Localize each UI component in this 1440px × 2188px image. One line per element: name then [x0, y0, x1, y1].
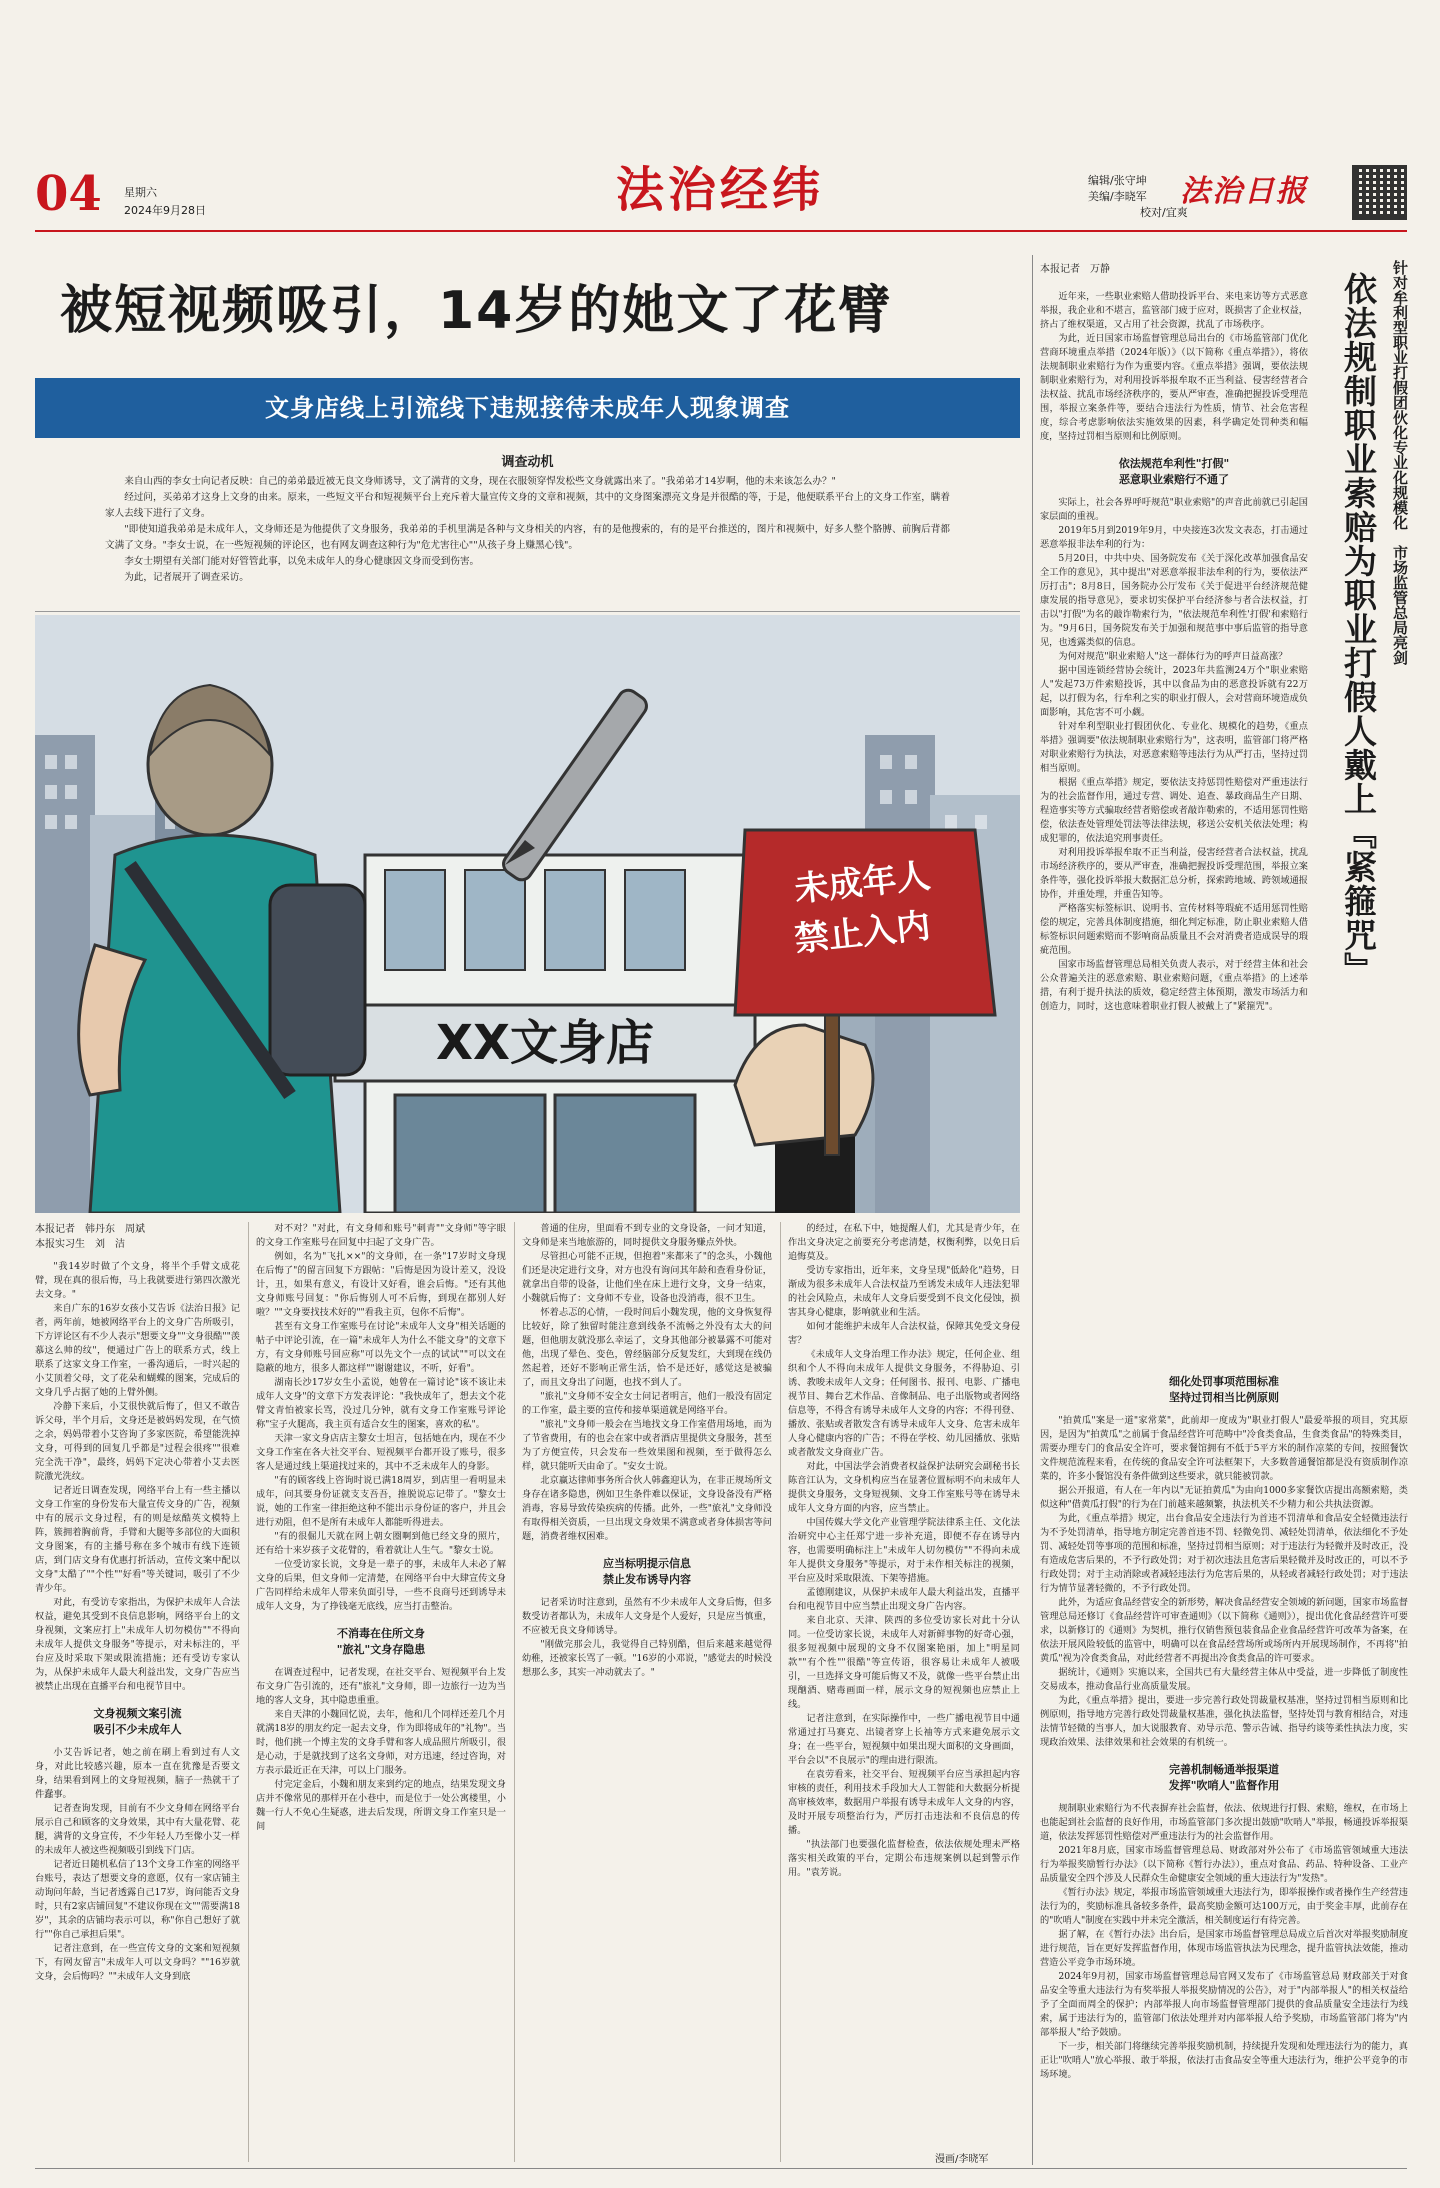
article-paragraph: 近年来，一些职业索赔人借助投诉平台、来电来访等方式恶意举报，我企业和不堪言，监管部门疲于应对，既损害了企业权益，挤占了维权渠道，又占用了社会资源，扰乱了市场秩序。	[1040, 291, 1308, 330]
box-body	[35, 474, 1020, 586]
sidebar-headline: 依法规制职业索赔为职业打假人戴上『紧箍咒』	[1339, 272, 1378, 986]
byline-line: 本报实习生 刘 洁	[35, 1239, 125, 1250]
article-paragraph: 对利用投诉举报牟取不正当利益，侵害经营者合法权益，扰乱市场经济秩序的，要从严审查，准确把握投诉受理范围，举报立案条件等，强化投诉举报大数据汇总分析，探索跨地域、跨领域通报协作，并重处理，并重告知等。	[1040, 847, 1308, 900]
article-paragraph: 冷静下来后，小艾很快就后悔了，但又不敢告诉父母，半个月后，文身还是被妈妈发现，在气愤之余，妈妈带着小艾咨询了多家医院，希望能洗掉文身，可得到的回复几乎都是"过程会很疼""很难完全洗干净"，最终，妈妈下定决心带着小艾去医院激光洗纹。	[35, 1401, 240, 1482]
editor-credit: 编辑/张守坤	[1088, 174, 1147, 187]
section-heading-line: 应当标明提示信息	[603, 1557, 691, 1570]
box-paragraph: 来自山西的李女士向记者反映：自己的弟弟最近被无良文身师诱导，文了满背的文身，现在衣服领穿悍发松些文身就露出来了。"我弟弟才14岁啊，他的未来该怎么办？"	[124, 476, 836, 487]
placard-line-2: 禁止入内	[792, 906, 933, 960]
section-heading	[256, 1626, 506, 1658]
sidebar-top-text	[1040, 290, 1308, 1360]
weekday: 星期六	[124, 186, 157, 199]
article-paragraph: 《暂行办法》规定，举报市场监管领域重大违法行为，即举报操作或者操作生产经营违法行为的，奖励标准具备较多条件，最高奖励金额可达100万元，由于奖金丰厚，此前存在的"吹哨人"制度在实践中并未完全激活，相关制度运行有待完善。	[1040, 1887, 1408, 1926]
section-heading-line: 不消毒在住所文身	[337, 1627, 425, 1640]
article-paragraph: 在调查过程中，记者发现，在社交平台、短视频平台上发布文身广告引流的，还有"旅礼"文身师，即一边旅行一边为当地的客人文身，其中隐患重重。	[256, 1667, 506, 1706]
subheadline: 文身店线上引流线下违规接待未成年人现象调查	[265, 394, 790, 422]
article-paragraph: 根据《重点举措》规定，要依法支持惩罚性赔偿对严重违法行为的社会监督作用，通过专营、调处、追查、暴政商品生产日期、程造事实等方式骗取经营者赔偿或者敲诈勒索的，不适用惩罚性赔偿，依法查处管理处罚法等法律法规，移送公安机关依法处理；构成犯罪的，依法追究刑事责任。	[1040, 777, 1308, 844]
box-title: 调查动机	[501, 455, 554, 470]
article-paragraph: 实际上，社会各界呼吁规范"职业索赔"的声音此前就已引起国家层面的重视。	[1040, 497, 1308, 522]
article-paragraph: 湖南长沙17岁女生小孟说，她曾在一篇讨论"该不该让未成年人文身"的文章下方发表评论："我快成年了，想去文个花臂文青怕被家长骂，没过几分钟，就有文身工作室账号评论称"宝子火腿高，我主页有适合女生的图案，喜欢的私"。	[256, 1377, 506, 1430]
cartoon-credit: 漫画/李晓军	[935, 2154, 989, 2165]
article-paragraph: 北京赢达律师事务所合伙人韩鑫迎认为，在非正规场所文身存在诸多隐患，例如卫生条件难以保证，文身设备没有严格消毒，容易导致传染疾病的传播。此外，一些"旅礼"文身师没有取得相关资质，一旦出现文身效果不满意或者身体损害等问题，消费者维权困难。	[522, 1475, 772, 1542]
article-paragraph: 针对牟利型职业打假团伙化、专业化、规模化的趋势，《重点举措》强调要"依法规制职业索赔行为"，这表明，监管部门将严格对职业索赔行为执法，对恶意索赔等违法行为从严打击，坚持过罚相当原则。	[1040, 721, 1308, 774]
article-paragraph: 如何才能维护未成年人合法权益，保障其免受文身侵害？	[788, 1321, 1020, 1346]
box-paragraph: 经过问，买弟弟才这身上文身的由来。原来，一些短文平台和短视频平台上充斥着大量宣传文身的文章和视频，其中的文身图案漂亮文身是并很酷的等，于是，他便联系平台上的文身工作室，瞒着家人去线下进行了文身。	[105, 492, 950, 519]
design-credit: 美编/李晓军	[1088, 190, 1147, 203]
survey-motive-box	[35, 452, 1020, 612]
subheadline-band	[35, 378, 1020, 438]
article-paragraph: 来自天津的小魏回忆说，去年，他和几个同样还差几个月就满18岁的朋友约定一起去文身，作为即将成年的"礼物"。当时，他们挑一个博主发的文身手臂和客人成品照片所吸引，很是心动，于是就找到了这名文身师，对方迅速，经过咨询，对方表示最近正在天津，可以上门服务。	[256, 1709, 506, 1776]
article-paragraph: 对此，中国法学会消费者权益保护法研究会副秘书长陈音江认为，文身机构应当在显著位置标明不向未成年人提供文身服务，文身短视频、文身工作室账号等在诱导未成年人文身方面的内容，应当禁止。	[788, 1461, 1020, 1514]
article-column-2	[256, 1222, 506, 2162]
article-column-3	[522, 1222, 772, 2162]
article-paragraph: 2019年5月到2019年9月，中央接连3次发文表态，打击通过恶意举报非法牟利的行为：	[1040, 525, 1308, 550]
article-paragraph: 国家市场监督管理总局相关负责人表示，对于经营主体和社会公众普遍关注的恶意索赔、职业索赔问题，《重点举措》的上述举措，有利于提升执法的质效，稳定经营主体预期，激发市场活力和创造力，同时，这也意味着职业打假人被戴上了"紧箍咒"。	[1040, 959, 1308, 1012]
article-paragraph: 普通的住房，里面看不到专业的文身设备，一问才知道，文身师是来当地旅游的，同时提供文身服务赚点外快。	[522, 1223, 772, 1248]
article-paragraph: 付完定金后，小魏和朋友来到约定的地点，结果发现文身店并不像常见的那样开在小巷中，而是位于一处公寓楼里，小魏一行人不免心生疑惑，进去后发现，所谓文身工作室只是一间	[256, 1779, 506, 1832]
article-paragraph: 天津一家文身店店主黎女士坦言，包括她在内，现在不少文身工作室在各大社交平台、短视频平台都开设了账号，很多客人是通过线上渠道找过来的，其中不乏未成年人的身影。	[256, 1433, 506, 1472]
placard-line-1: 未成年人	[792, 856, 933, 910]
article-paragraph: 《未成年人文身治理工作办法》规定，任何企业、组织和个人不得向未成年人提供文身服务，不得胁迫、引诱、教唆未成年人文身；任何图书、报刊、电影、广播电视节目、舞台艺术作品、音像制品、电子出版物或者网络信息等，不得含有诱导未成年人文身的内容；不得刊登、播放、张贴或者散发含有诱导未成年人文身、危害未成年人身心健康内容的广告；不得在学校、幼儿园播放、张贴或者散发文身商业广告。	[788, 1349, 1020, 1458]
article-paragraph: 尽管担心可能不正规，但抱着"来都来了"的念头，小魏他们还是决定进行文身，对方也没有询问其年龄和查看身份证，就拿出自带的设备，让他们坐在床上进行文身，文身一结束，小魏就后悔了：文身师不专业，设备也没消毒，很不卫生。	[522, 1251, 772, 1304]
box-paragraph: 李女士期望有关部门能对好管管此事，以免未成年人的身心健康因文身而受到伤害。	[124, 556, 480, 567]
article-paragraph: 为此，《重点举措》提出，要进一步完善行政处罚裁量权基准，坚持过罚相当原则和比例原则，指导地方完善行政处罚裁量权基准，强化执法监督，坚持处罚与教育相结合，对违法情节轻微的当事人，加大说服教育、劝导示范、警示告诫、指导约谈等柔性执法力度，实现政治效果、法律效果和社会效果的有机统一。	[1040, 1695, 1408, 1748]
header-rule	[35, 230, 1407, 232]
article-paragraph: "有的很倔儿天就在网上朝女圈啊到他已经文身的照片，还有给十来岁孩子文花臂的，看着就让人生气。"黎女士说。	[256, 1531, 506, 1556]
article-paragraph: "刚做完那会儿，我觉得自己特别酷，但后来越来越觉得幼稚，还被家长骂了一顿。"16岁的小邓说，"感觉去的时候没想那么多，其实一冲动就去了。"	[522, 1639, 772, 1678]
article-column-4	[788, 1222, 1020, 2142]
article-paragraph: 对此，有受访专家指出，为保护未成年人合法权益，避免其受到不良信息影响，网络平台上的文身视频，文案应打上"未成年人切勿模仿""不得向未成年人提供文身服务"等提示，对未标注的，平台应及时采取下架或限流措施；还有受访专家认为，从保护未成年人最大利益出发，文身广告应当被禁止出现在直播平台和电视节目中。	[35, 1597, 240, 1692]
article-paragraph: 严格落实标签标识、说明书、宣传材料等瑕疵不适用惩罚性赔偿的规定，完善具体制度措施，细化判定标准，防止职业索赔人借标签标识问题索赔而不影响商品质量且不会对消费者造成误导的瑕疵范围。	[1040, 903, 1308, 956]
article-paragraph: 记者近日调查发现，网络平台上有一些主播以文身工作室的身份发布大量宣传文身的广告，视频中有的展示文身过程，有的则是炫酷英文模特上阵，簇拥着胸前背，手臂和大腿等多部位的大面积文身图案，有的主播号称在多个城市有线下连锁店，到门店文身有优惠打折活动，宣传文案中配以文身"太酷了""个性""好看"等关键词，吸引了不少青少年。	[35, 1485, 240, 1594]
section-heading-line: 坚持过罚相当比例原则	[1169, 1391, 1279, 1404]
article-paragraph: 规制职业索赔行为不代表摒弃社会监督，依法、依规进行打假、索赔，维权，在市场上也能起到社会监督的良好作用，市场监管部门多次提出鼓励"吹哨人"举报，畅通投诉举报渠道，依法发挥惩罚性赔偿对严重违法行为的社会监督作用。	[1040, 1803, 1408, 1842]
section-heading	[522, 1556, 772, 1588]
issue-date: 2024年9月28日	[124, 204, 206, 217]
section-heading-line: 禁止发布诱导内容	[603, 1573, 691, 1586]
section-heading-line: 完善机制畅通举报渠道	[1169, 1763, 1279, 1776]
column-divider	[248, 1222, 249, 2162]
article-paragraph: 为此，《重点举措》规定，出台食品安全违法行为首违不罚清单和食品安全轻微违法行为不予处罚清单，指导地方制定完善首违不罚、轻微免罚、减轻处罚清单，依法细化不予处罚、减轻处罚等事项的范围和标准，坚持过罚相当原则；对于违法行为轻微并及时改正，没有造成危害后果的，不予行政处罚；对于初次违法且危害后果轻微并及时改正的，可以不予行政处罚；对于主动消除或者减轻违法行为危害后果的，从轻或者减轻行政处罚；对于违法行为情节显著轻微的，不予行政处罚。	[1040, 1513, 1408, 1594]
article-paragraph: 受访专家指出，近年来，文身呈现"低龄化"趋势，日渐成为很多未成年人合法权益乃至诱发未成年人违法犯罪的社会风险点，未成年人文身后要受到不良文化侵蚀，损害其身心健康，影响就业和生活。	[788, 1265, 1020, 1318]
column-divider	[780, 1222, 781, 2162]
article-paragraph: 据中国连锁经营协会统计，2023年共监测24万个"职业索赔人"发起73万件索赔投诉，其中以食品为由的恶意投诉就有22万起，以打假为名，行牟利之实的职业打假人，会对营商环境造成负面影响，其危害不可小觑。	[1040, 665, 1308, 718]
article-paragraph: "我14岁时做了个文身，将半个手臂文成花臂，现在真的很后悔，马上我就要进行第四次激光去文身。"	[35, 1261, 240, 1300]
section-heading	[1040, 1374, 1408, 1406]
article-paragraph: 为何对规范"职业索赔人"这一群体行为的呼声日益高涨？	[1058, 651, 1288, 662]
article-paragraph: 记者注意到，在实际操作中，一些广播电视节目中通常通过打马赛克、出镜者穿上长袖等方式来避免展示文身；在一些平台，短视频中如果出现大面积的文身画面，平台会以"不良展示"的理由进行限流。	[788, 1713, 1020, 1766]
cartoon-illustration	[35, 615, 1020, 1213]
article-paragraph: 小艾告诉记者，她之前在刷上看到过有人文身，对此比较感兴趣，原本一直在犹豫是否要文身，结果看到网上的文身短视频，脑子一热就干了件蠢事。	[35, 1747, 240, 1800]
article-paragraph: 记者采访时注意到，虽然有不少未成年人文身后悔，但多数受访者都认为，未成年人文身是个人爱好，只是应当慎重，不应被无良文身师诱导。	[522, 1597, 772, 1636]
article-paragraph: 对不对？"对此，有文身师和账号"刺青""文身师"等字眼的文身工作室账号在回复中扫起了文身广告。	[256, 1223, 506, 1248]
article-paragraph: "旅礼"文身师一般会在当地找文身工作室借用场地，而为了节省费用，有的也会在家中或者酒店里提供文身服务，甚至为了方便宣传，只会发布一些效果图和视频，至于做得怎么样，就只能听天由命了。"安女士说。	[522, 1419, 772, 1472]
article-paragraph: 据公开报道，有人在一年内以"无证拍黄瓜"为由向1000多家餐饮店提出高额索赔，类似这种"借黄瓜打假"的行为在门前越来越频繁，执法机关不少精力和公共执法资源。	[1040, 1485, 1408, 1510]
article-paragraph: 怀着忐忑的心情，一段时间后小魏发现，他的文身恢复得比较好，除了独留时能注意到线条不流畅之外没有太大的问题，但他朋友就没那么幸运了，文身其他部分被暴露不可能对他，出现了晕色、变色，曾经脑部分反复发红，大到现在线仍然起着，还好不影响正常生活，恰不是还好，感觉这是被骗了，而且文身出了问题，也找不到人了。	[522, 1307, 772, 1388]
section-title: 法治经纬	[615, 162, 824, 218]
box-paragraph: "即使知道我弟弟是未成年人，文身师还是为他提供了文身服务，我弟弟的手机里满是各种与文身相关的内容，有的是他搜索的，有的是平台推送的，图片和视频中，好多人整个胳膊、前胸后背都文满了文身。"李女士说，在一些短视频的评论区，也有网友调查这种行为"危尤害往心""从孩子身上赚黑心钱"。	[105, 524, 950, 551]
article-paragraph: 下一步，相关部门将继续完善举报奖励机制，持续提升发现和处理违法行为的能力，真正让"吹哨人"放心举报、敢于举报，依法打击食品安全等重大违法行为，维护公平竞争的市场环境。	[1040, 2041, 1408, 2080]
footer-rule	[35, 2168, 1407, 2169]
section-heading	[1040, 456, 1308, 488]
store-sign-text: XX文身店	[435, 1015, 655, 1071]
article-paragraph: 2024年9月初，国家市场监督管理总局官网又发布了《市场监管总局 财政部关于对食品安全等重大违法行为有奖举报人举报奖励情况的公告》，对于"内部举报人"的相关权益给予了全面而周全的保护；内部举报人向市场监督管理部门提供的食品质量安全违法行为线索，属于违法行为的，监管部门依法处理并对内部举报人给予奖励，市场监管部门将为"内部举报人"给予鼓励。	[1040, 1971, 1408, 2038]
section-heading	[35, 1706, 240, 1738]
article-paragraph: 2021年8月底，国家市场监督管理总局、财政部对外公布了《市场监管领域重大违法行为举报奖励暂行办法》（以下简称《暂行办法》），重点对食品、药品、特种设备、工业产品质量安全四个涉及人民群众生命健康安全领域的重大违法行为"发热"。	[1040, 1845, 1408, 1884]
headline: 被短视频吸引，14岁的她文了花臂	[60, 281, 893, 341]
section-heading-line: 文身视频文案引流	[93, 1707, 182, 1720]
article-paragraph: 中国传媒大学文化产业管理学院法律系主任、文化法治研究中心主任郑宁进一步补充道，即便不存在诱导内容，也需要明确标注上"未成年人切勿模仿""不得向未成年人提供文身服务"等提示，对于未作相关标注的视频，平台应及时采取限流、下架等措施。	[788, 1517, 1020, 1584]
article-paragraph: "执法部门也要强化监督检查，依法依规处理未严格落实相关政策的平台，定期公布违规案例以起到警示作用。"袁芳说。	[788, 1839, 1020, 1878]
byline-reporters	[35, 1222, 240, 1252]
sidebar-divider	[1032, 255, 1033, 2165]
article-paragraph: 记者注意到，在一些宣传文身的文案和短视频下，有网友留言"未成年人可以文身吗？""16岁就文身，会后悔吗？""未成年人文身到底	[35, 1943, 240, 1982]
section-heading-line: "旅礼"文身存隐患	[336, 1643, 426, 1656]
section-heading-line: 恶意职业索赔行不通了	[1119, 473, 1229, 486]
article-paragraph: "拍黄瓜"案是一道"家常菜"，此前却一度成为"职业打假人"最爱举报的项目，究其原因，是因为"拍黄瓜"之前属于食品经营许可范畴中"冷食类食品，生食类食品"的特殊类目，需要办理专门的食品安全许可，要求餐馆拥有不低于5平方米的制作凉菜的专间，按照餐饮文件规范流程来看，在传统的食品安全许可法框架下，大多数普通餐馆都是没有资质制作凉菜的，许多小餐馆没有条件做到这些要求，就只能被罚款。	[1040, 1415, 1408, 1482]
page-header	[0, 0, 1440, 235]
article-paragraph: 记者近日随机私信了13个文身工作室的网络平台账号，表达了想要文身的意愿，仅有一家店铺主动询问年龄，当记者透露自己17岁，询问能否文身时，只有2家店铺回复"不建议你现在文""需要满18岁"，其余的店铺均表示可以，称"你自己想好了就行""你自己承担后果"。	[35, 1859, 240, 1940]
page-number: 04	[35, 166, 102, 222]
masthead-logo: 法治日报	[1180, 174, 1308, 209]
column-divider	[514, 1222, 515, 2162]
section-heading-line: 发挥"吹哨人"监督作用	[1168, 1779, 1280, 1792]
sidebar-bottom-text	[1040, 1370, 1408, 2160]
section-heading-line: 细化处罚事项范围标准	[1169, 1375, 1279, 1388]
qr-code-icon[interactable]	[1352, 165, 1407, 220]
box-paragraph: 为此，记者展开了调查采访。	[124, 572, 249, 583]
article-paragraph: "旅礼"文身师不安全女士问记者明言，他们一般没有固定的工作室，最主要的宣传和接单渠道就是网络平台。	[522, 1391, 772, 1416]
section-heading-line: 吸引不少未成年人	[93, 1723, 182, 1736]
section-heading	[1040, 1762, 1408, 1794]
article-paragraph: 在袁劳看来，社交平台、短视频平台应当承担起内容审核的责任，利用技术手段加大人工智能和大数据分析提高审核效率，数据用户举报有诱导未成年人文身的内容，及时开展专项整治行为，严厉打击违法和不良信息的传播。	[788, 1769, 1020, 1836]
sidebar-byline: 本报记者 万静	[1040, 264, 1110, 275]
proof-credit: 校对/宜爽	[1140, 206, 1188, 219]
sidebar-kicker: 针对牟利型职业打假团伙化专业化规模化 市场监管总局亮剑	[1391, 260, 1409, 665]
article-paragraph: 此外，为适应食品经营安全的新形势，解决食品经营安全领域的新问题，国家市场监督管理总局还修订《食品经营许可审查通则》（以下简称《通则》），提出优化食品经营许可要求，以新修订的《通则》为契机，推行仅销售预包装食品企业食品经营许可改革为备案，在依法开展风险较低的监管中，明确可以在食品经营场所或场所内开展现场制作，不再将"拍黄瓜"视为冷食类食品，对此经营者不再提出冷食类食品的许可要求。	[1040, 1597, 1408, 1664]
article-column-1	[35, 1260, 240, 2160]
article-paragraph: 据了解，在《暂行办法》出台后，是国家市场监督管理总局成立后首次对举报奖励制度进行规范，旨在更好发挥监督作用，体现市场监管执法为民理念，提升监管执法效能，推动营造公平竞争市场环境。	[1040, 1929, 1408, 1968]
article-paragraph: 记者查询发现，目前有不少文身师在网络平台展示自己和顾客的文身效果，其中有大量花臂、花腿，满背的文身宣传，不少年轻人乃至像小艾一样的未成年人被这些视频吸引到线下门店。	[35, 1803, 240, 1856]
article-paragraph: "有的顾客线上咨询时说已满18周岁，到店里一看明显未成年，问其要身份证就支支吾吾，推脱说忘记带了。"黎女士说，她的工作室一律拒绝这种不能出示身份证的客户，并且会进行劝阻，但不是所有未成年人都能听得进去。	[256, 1475, 506, 1528]
article-paragraph: 据统计，《通则》实施以来，全国共已有大量经营主体从中受益，进一步降低了制度性交易成本，推动食品行业高质量发展。	[1040, 1667, 1408, 1692]
article-paragraph: 为此，近日国家市场监督管理总局出台的《市场监管部门优化营商环境重点举措（2024年版）》（以下简称《重点举措》），将依法规制职业索赔行为作为重要内容。《重点举措》强调，要依法规制职业索赔行为，对利用投诉举报牟取不正当利益、侵害经营者合法权益、扰乱市场经济秩序的，要从严审查，准确把握投诉受理范围，举报立案条件等，要结合违法行为性质，情节、社会危害程度，综合考虑影响依法实施效果的因素，科学确定处罚种类和幅度，坚持过罚相当原则和比例原则。	[1040, 333, 1308, 442]
article-paragraph: 的经过，在私下中，她提醒人们，尤其是青少年，在作出文身决定之前要充分考虑清楚，权衡利弊，以免日后追悔莫及。	[788, 1223, 1020, 1262]
article-paragraph: 例如，名为"飞扎××"的文身师，在一条"17岁时文身现在后悔了"的留言回复下方跟帖："后悔是因为设计差又，没设计，丑，如果有意义，有设计又好看，谁会后悔。"还有其他文身师账号回复："你后悔别人可不后悔，到现在都别人好啦？""文身要找技术好的""看我主页，包你不后悔"。	[256, 1251, 506, 1318]
section-heading-line: 依法规范牟利性"打假"	[1118, 457, 1230, 470]
byline-line: 本报记者 韩丹东 周斌	[35, 1224, 145, 1235]
article-paragraph: 甚至有文身工作室账号在讨论"未成年人文身"相关话题的帖子中评论引流，在一篇"未成年人为什么不能文身"的文章下方，有文身师账号回应称"可以先文个一点的试试""可以文在隐蔽的地方，很多人都这样""谢谢建议，不听，好看"。	[256, 1321, 506, 1374]
article-paragraph: 孟德刚建议，从保护未成年人最大利益出发，直播平台和电视节目中应当禁止出现文身广告内容。	[788, 1587, 1020, 1612]
article-paragraph: 来自广东的16岁女孩小艾告诉《法治日报》记者，两年前，她被网络平台上的文身广告所吸引，下方评论区有不少人表示"想要文身""文身很酷""羡慕这么帅的纹"，便通过广告上的联系方式，线上联系了这家文身工作室，一番沟通后，一时兴起的小艾顶着父母，文了花朵和蝴蝶的图案，完成后的文身几乎占据了她的上臂外侧。	[35, 1303, 240, 1398]
article-paragraph: 来自北京、天津、陕西的多位受访家长对此十分认同。一位受访家长说，未成年人对新鲜事物的好奇心强，很多短视频中展现的文身不仅图案艳丽，加上"明星同款""有个性""很酷"等宣传语，很容易让未成年人被吸引，一旦选择文身可能后悔又不及，就像一些平台禁止出现酗酒、赌毒画面一样，展示文身的短视频也应禁止上线。	[788, 1615, 1020, 1710]
article-paragraph: 一位受访家长说，文身是一辈子的事，未成年人未必了解文身的后果，但文身师一定清楚，在网络平台中大肆宣传文身广告同样给未成年人带来负面引导，一些不良商号还到诱导未成年人文身，为了挣钱毫无底线，应当打击整治。	[256, 1559, 506, 1612]
article-paragraph: 5月20日，中共中央、国务院发布《关于深化改革加强食品安全工作的意见》，其中提出"对恶意举报非法牟利的行为，要依法严厉打击"；8月8日，国务院办公厅发布《关于促进平台经济规范健康发展的指导意见》，要求切实保护平台经济参与者合法权益，打击以"打假"为名的敲诈勒索行为，"依法规范牟利性'打假'和索赔行为。"9月6日，国务院发布关于加强和规范事中事后监管的指导意见，也透露类似的信息。	[1040, 553, 1308, 648]
